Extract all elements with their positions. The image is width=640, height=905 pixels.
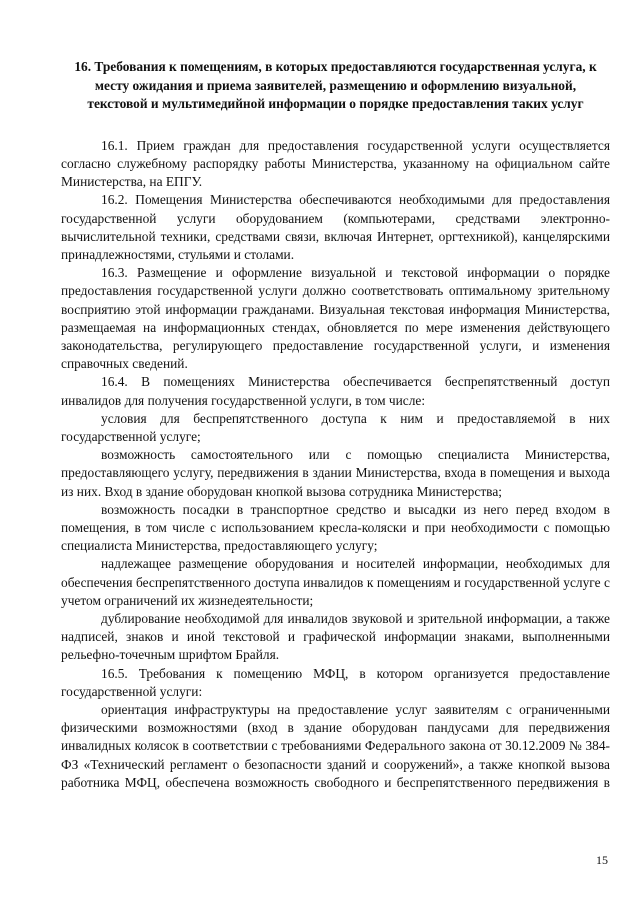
list-item-equipment: надлежащее размещение оборудования и носителей информации, необходимых для обеспечения беспрепятственного доступа инвалидов к помещениям и государственной услуге с учетом ограничений их жизнедеятельности; [61,556,610,608]
section-title: 16. Требования к помещениям, в которых предоставляются государственная услуга, к месту ожидания и приема заявителей, размещению и оформлению визуальной, текстовой и мультимедийной информации о порядке предоставления таких услуг [74,59,597,112]
list-item-transport: возможность посадки в транспортное средство и высадки из него перед входом в помещения, в том числе с использованием кресла-коляски и при необходимости с помощью специалиста Министерства, предоставляющего услугу; [61,501,610,554]
paragraph-16-1: 16.1. Прием граждан для предоставления государственной услуги осуществляется согласно служебному распорядку работы Министерства, указанному на официальном сайте Министерства, на ЕПГУ. [61,137,610,190]
paragraph-16-2: 16.2. Помещения Министерства обеспечиваются необходимыми для предоставления государственной услуги оборудованием (компьютерами, средствами электронно-вычислительной техники, средствами связи, включая Интернет, оргтехникой), канцелярскими принадлежностями, стульями и столами. [61,192,610,262]
list-item-infrastructure: ориентация инфраструктуры на предоставление услуг заявителям с ограниченными физическими возможностями (вход в здание оборудован пандусами для передвижения инвалидных колясок в соответствии с требованиями Федерального закона от 30.12.2009 № 384-ФЗ «Технический регламент о безопасности зданий и сооружений», а также кнопкой вызова работника МФЦ, обеспечена возможность свободного и беспрепятственного передвижения в [61,702,610,790]
document-page [61,58,610,792]
list-item-access-conditions: условия для беспрепятственного доступа к ним и предоставляемой в них государственной услуге; [61,410,610,445]
list-item-movement: возможность самостоятельного или с помощью специалиста Министерства, предоставляющего услугу, передвижения в здании Министерства, входа в помещения и выхода из них. Вход в здание оборудован кнопкой вызова сотрудника Министерства; [61,447,610,499]
paragraph-16-4: 16.4. В помещениях Министерства обеспечивается беспрепятственный доступ инвалидов для получения государственной услуги, в том числе: [61,374,610,408]
section-body [61,137,610,792]
page-number: 15 [596,853,608,867]
list-item-duplication: дублирование необходимой для инвалидов звуковой и зрительной информации, а также надписей, знаков и иной текстовой и графической информации знаками, выполненными рельефно-точечным шрифтом Брайля. [61,611,610,663]
paragraph-16-5: 16.5. Требования к помещению МФЦ, в котором организуется предоставление государственной услуги: [61,665,610,699]
paragraph-16-3: 16.3. Размещение и оформление визуальной и текстовой информации о порядке предоставления государственной услуги должно соответствовать оптимальному зрительному восприятию этой информации гражданами. Визуальная текстовая информация Министерства, размещаемая на информационных стендах, обновляется по мере изменения действующего законодательства, регулирующего предоставление государственной услуги, и изменения справочных сведений. [61,265,610,372]
